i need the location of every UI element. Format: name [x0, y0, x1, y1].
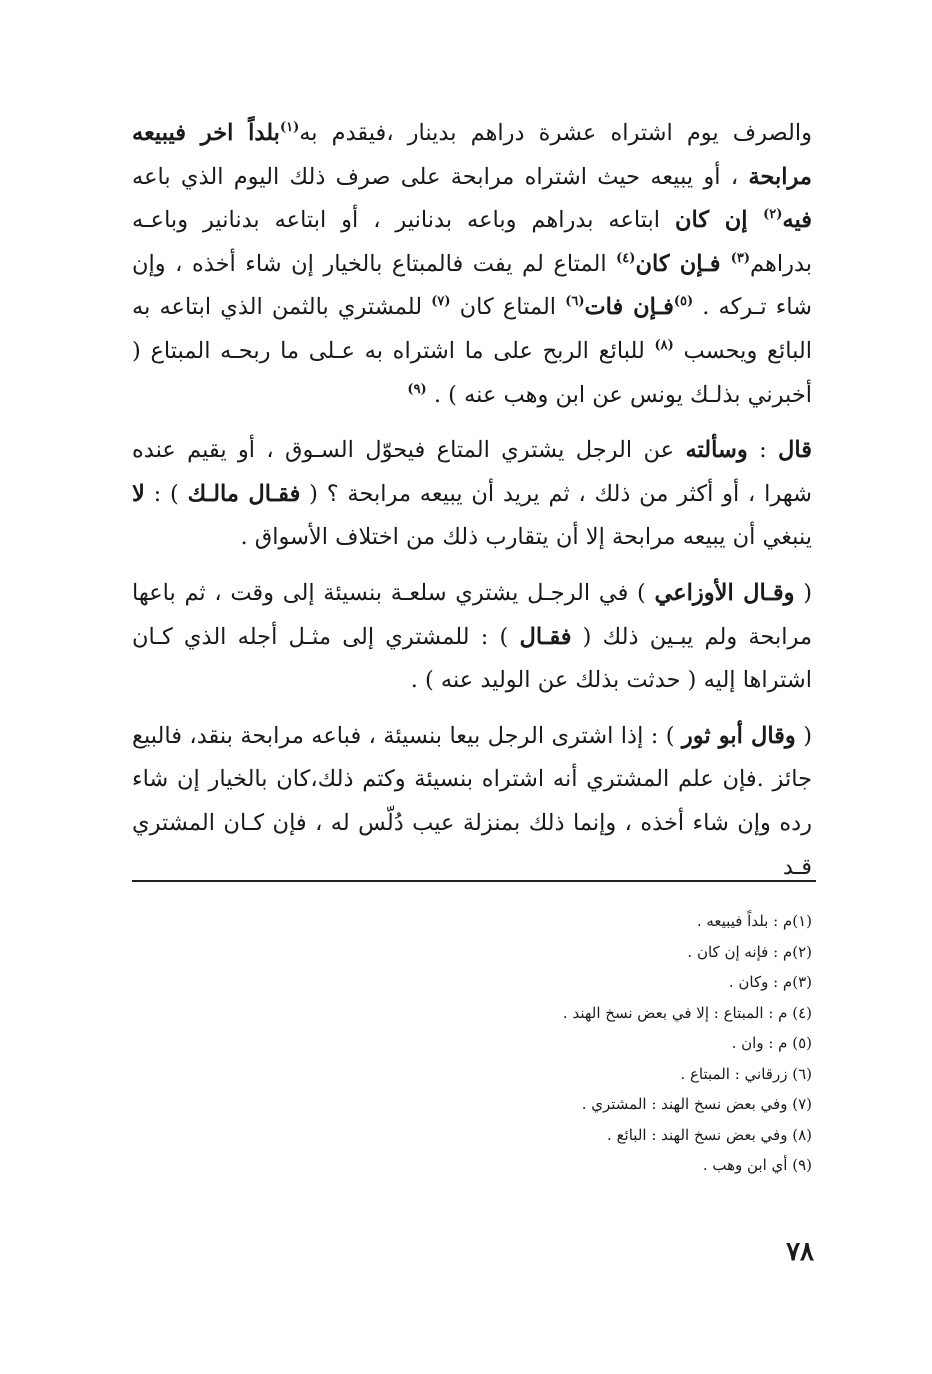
footnotes-list: [392, 906, 812, 1181]
text-run: وقـال الأوزاعي: [654, 579, 795, 606]
text-run: المتاع لم يفت فالمبتاع بالخيار إن شاء أخذه ، وإن شاء تـركه .: [132, 250, 812, 321]
paragraph-3: [132, 572, 812, 703]
text-run: فـإن كان: [635, 250, 731, 277]
text-run: (: [795, 722, 812, 749]
footnote-6: (٦) زرقاني : المبتاع .: [680, 1064, 812, 1083]
text-run: (: [794, 579, 812, 606]
footnote-ref: (٨): [654, 337, 674, 353]
text-run: فـإن فات: [584, 294, 674, 321]
text-run: فقـال: [519, 623, 572, 650]
footnote-ref: (٤): [616, 250, 636, 266]
text-run: للمشتري بالثمن الذي ابتاعه به البائع ويحسب: [132, 294, 812, 364]
footnote-ref: (١): [279, 120, 300, 135]
footnote-separator: [132, 880, 816, 882]
text-run: قال: [778, 437, 812, 464]
text-run: إن كان: [674, 207, 764, 234]
footnote-1: (١)م : بلداً فيبيعه .: [696, 912, 812, 930]
footnote-5: (٥) م : وان .: [731, 1034, 812, 1052]
footnote-9: (٩) أي ابن وهب .: [702, 1156, 812, 1174]
footnote-ref: (٣): [730, 250, 750, 266]
text-run: والصرف يوم اشتراه عشرة دراهم بدينار ،فيقدم به: [299, 120, 812, 146]
footnote-ref: (٧): [431, 294, 451, 310]
text-run: فيه: [782, 207, 812, 234]
footnote-4: (٤) م : المبتاع : إلا في بعض نسخ الهند .: [562, 1003, 812, 1022]
text-run: للبائع الربح على ما اشتراه به عـلى ما ربحـه المبتاع ( أخبرني بذلـك يونس عن ابن وهب عنه ) .: [132, 337, 812, 408]
footnote-ref: (٢): [763, 207, 783, 223]
paragraph-1: [132, 112, 812, 417]
text-run: عن الرجل يشتري المتاع فيحوّل السـوق ، أو يقيم عنده شهرا ، أو أكثر من ذلك ، ثم يريد أن يبيعه مرابحة ؟ (: [132, 437, 812, 507]
footnote-3: (٣)م : وكان .: [728, 973, 812, 991]
text-run: ) في الرجـل يشتري سلعـة بنسيئة إلى وقت ، ثم باعها مرابحة ولم يبـين ذلك (: [132, 579, 812, 650]
footnote-2: (٢)م : فإنه إن كان .: [687, 942, 812, 961]
text-run: ) : إذا اشترى الرجل بيعا بنسيئة ، فباعه مرابحة بنقد، فالبيع جائز .فإن علم المشتري أنه اشتراه بنسيئة وكتم ذلك،كان بالخيار إن شاء رده وإن شاء أخذه ، وإنما ذلك بمنزلة عيب دُلّس له ، فإن كـان المشتري قـد: [132, 722, 812, 880]
text-run: ينبغي أن يبيعه مرابحة إلا أن يتقارب ذلك من اختلاف الأسواق .: [240, 524, 812, 551]
text-run: لا: [132, 480, 145, 507]
text-run: المتاع كان: [450, 294, 566, 321]
text-run: وسألته: [685, 437, 748, 464]
text-run: ) :: [144, 480, 188, 507]
footnote-ref: (٦): [565, 294, 585, 310]
page-number: ٧٨: [786, 1237, 814, 1267]
text-run: ) : للمشتري إلى مثـل أجله الذي كـان اشتراها إليه ( حدثت بذلك عن الوليد عنه ) .: [132, 623, 812, 694]
footnote-ref: (٩): [407, 381, 427, 397]
text-run: :: [747, 437, 779, 464]
text-run: وقال أبو ثور: [681, 722, 796, 749]
text-run: ابتاعه بدراهم وباعه بدنانير ، أو ابتاعه بدنانير وباعـه بدراهم: [132, 207, 813, 277]
footnote-8: (٨) وفي بعض نسخ الهند : البائع .: [607, 1125, 812, 1144]
text-run: ، أو يبيعه حيث اشتراه مرابحة على صرف ذلك اليوم الذي باعه: [132, 163, 749, 190]
paragraph-4: [132, 715, 812, 889]
main-text: [132, 112, 812, 889]
footnote-7: (٧) وفي بعض نسخ الهند : المشتري .: [581, 1095, 812, 1113]
text-run: فقـال مالـك: [187, 480, 301, 507]
paragraph-2: [132, 429, 812, 560]
text-run: بلداً اخر فيبيعه مرابحة: [132, 120, 812, 190]
footnote-ref: (٥): [673, 294, 694, 310]
